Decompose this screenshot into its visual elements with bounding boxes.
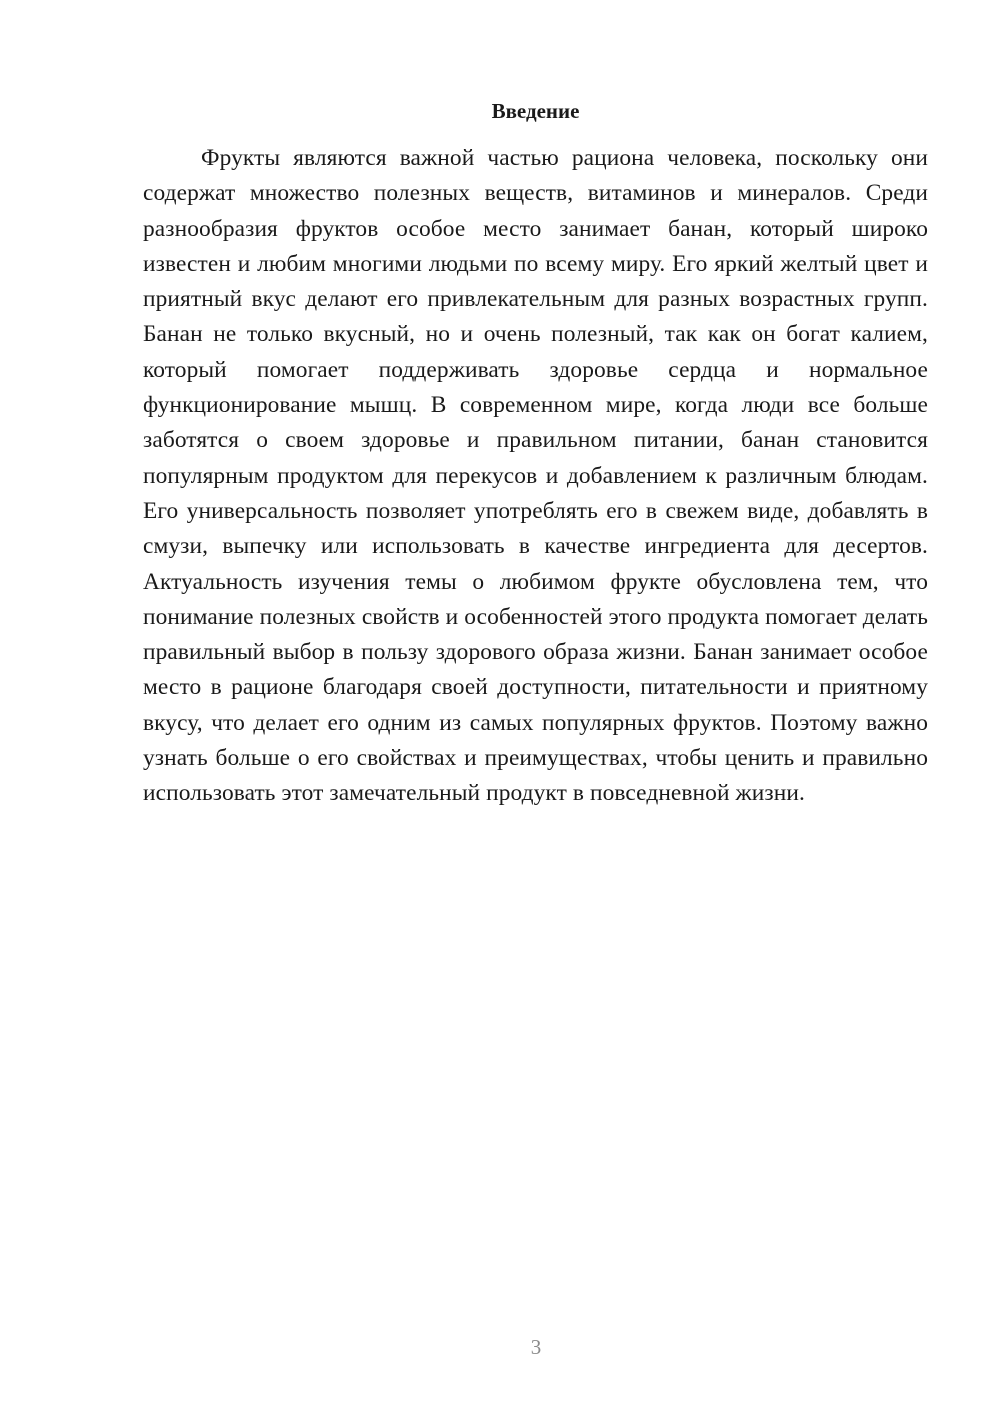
page-number: 3 — [530, 1335, 542, 1359]
body-paragraph: Фрукты являются важной частью рациона человека, поскольку они содержат множество полезных веществ, витаминов и минералов. Среди разнообразия фруктов особое место занимает банан, который широко известен и любим многими людьми по всему миру. Его яркий желтый цвет и приятный вкус делают его привлекательным для разных возрастных групп. Банан не только вкусный, но и очень полезный, так как он богат калием, который помогает поддерживать здоровье сердца и нормальное функционирование мышц. В современном мире, когда люди все больше заботятся о своем здоровье и правильном питании, банан становится популярным продуктом для перекусов и добавлением к различным блюдам. Его универсальность позволяет употреблять его в свежем виде, добавлять в смузи, выпечку или использовать в качестве ингредиента для десертов. Актуальность изучения темы о любимом фрукте обусловлена тем, что понимание полезных свойств и особенностей этого продукта помогает делать правильный выбор в пользу здорового образа жизни. Банан занимает особое место в рационе благодаря своей доступности, питательности и приятному вкусу, что делает его одним из самых популярных фруктов. Поэтому важно узнать больше о его свойствах и преимуществах, чтобы ценить и правильно использовать этот замечательный продукт в повседневной жизни. — [143, 145, 928, 807]
section-heading: Введение — [491, 99, 580, 123]
